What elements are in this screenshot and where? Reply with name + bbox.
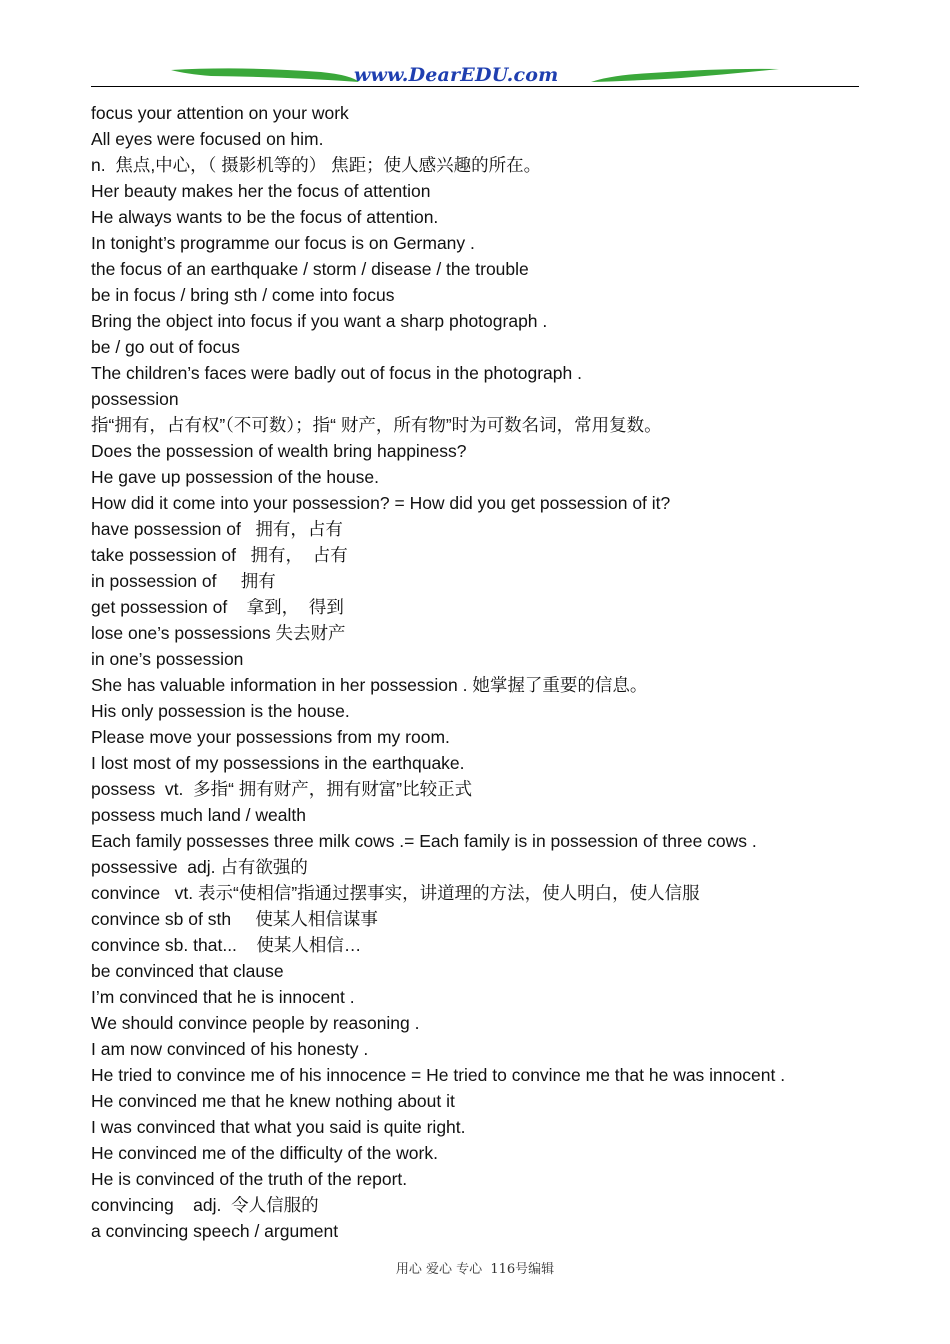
text-line: convincing adj. 令人信服的 [91, 1195, 319, 1215]
text-line: be / go out of focus [91, 337, 240, 357]
text-line: Does the possession of wealth bring happiness? [91, 441, 467, 461]
text-line: I’m convinced that he is innocent . [91, 987, 355, 1007]
text-line: convince sb. that... 使某人相信… [91, 935, 362, 955]
text-line: take possession of 拥有， 占有 [91, 545, 348, 565]
document-body [91, 100, 871, 1244]
text-line: lose one’s possessions 失去财产 [91, 623, 346, 643]
text-line: n. 焦点,中心，（ 摄影机等的） 焦距；使人感兴趣的所在。 [91, 155, 542, 175]
site-logo-text[interactable]: www.DearEDU.com [354, 64, 559, 86]
text-line: The children’s faces were badly out of focus in the photograph . [91, 363, 582, 383]
text-line: Each family possesses three milk cows .= Each family is in possession of three cows . [91, 831, 757, 851]
text-line: He tried to convince me of his innocence = He tried to convince me that he was innocent . [91, 1065, 786, 1085]
text-line: His only possession is the house. [91, 701, 350, 721]
text-line: He always wants to be the focus of attention. [91, 207, 439, 227]
text-line: In tonight’s programme our focus is on Germany . [91, 233, 475, 253]
text-line: be in focus / bring sth / come into focus [91, 285, 395, 305]
text-line: focus your attention on your work [91, 103, 349, 123]
text-line: I lost most of my possessions in the earthquake. [91, 753, 465, 773]
text-line: Bring the object into focus if you want a sharp photograph . [91, 311, 548, 331]
text-line: All eyes were focused on him. [91, 129, 324, 149]
text-line: He convinced me that he knew nothing about it [91, 1091, 455, 1111]
text-line: possess much land / wealth [91, 805, 306, 825]
header-rule [91, 86, 859, 87]
text-line: in possession of 拥有 [91, 571, 276, 591]
text-line: He is convinced of the truth of the report. [91, 1169, 408, 1189]
text-line: be convinced that clause [91, 961, 284, 981]
text-line: possession [91, 389, 179, 409]
text-line: a convincing speech / argument [91, 1221, 339, 1241]
text-line: in one’s possession [91, 649, 244, 669]
text-line: Her beauty makes her the focus of attention [91, 181, 431, 201]
text-line: I am now convinced of his honesty . [91, 1039, 369, 1059]
text-line: I was convinced that what you said is quite right. [91, 1117, 466, 1137]
text-line: convince vt. 表示“使相信”指通过摆事实，讲道理的方法，使人明白，使人信服 [91, 883, 700, 903]
text-line: He convinced me of the difficulty of the work. [91, 1143, 438, 1163]
text-line: He gave up possession of the house. [91, 467, 379, 487]
text-line: possess vt. 多指“ 拥有财产，拥有财富”比较正式 [91, 779, 473, 799]
text-line: the focus of an earthquake / storm / disease / the trouble [91, 259, 529, 279]
text-line: How did it come into your possession? = How did you get possession of it? [91, 493, 671, 513]
text-line: convince sb of sth 使某人相信谋事 [91, 909, 378, 929]
text-line: 指“拥有，占有权”（不可数）；指“ 财产，所有物”时为可数名词，常用复数。 [91, 415, 662, 435]
page-footer: 用心 爱心 专心 116号编辑 [395, 1262, 555, 1277]
text-line: We should convince people by reasoning . [91, 1013, 420, 1033]
text-line: She has valuable information in her possession . 她掌握了重要的信息。 [91, 675, 648, 695]
text-line: Please move your possessions from my room. [91, 727, 450, 747]
text-line: get possession of 拿到， 得到 [91, 597, 344, 617]
text-line: have possession of 拥有，占有 [91, 519, 343, 539]
text-line: possessive adj. 占有欲强的 [91, 857, 308, 877]
